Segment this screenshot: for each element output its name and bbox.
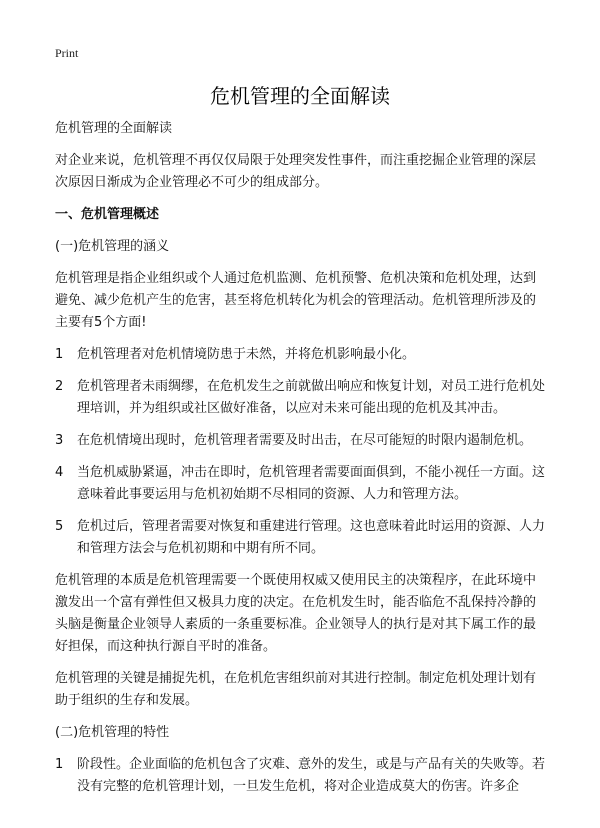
list-text: 危机过后，管理者需要对恢复和重建进行管理。这也意味着此时运用的资源、人力和管理方法会与危机初期和中期有所不同。: [77, 519, 546, 556]
list-number: 4: [55, 465, 64, 480]
list-number: 3: [55, 433, 64, 448]
list-number: 1: [55, 347, 64, 362]
subtitle: 危机管理的全面解读: [55, 121, 173, 136]
list-text: 阶段性。企业面临的危机包含了灾难、意外的发生，或是与产品有关的失败等。若没有完整的危机管理计划，一旦发生危机，将对企业造成莫大的伤害。许多企: [77, 757, 546, 794]
subsection-heading: (二)危机管理的特性: [55, 725, 170, 740]
list-number: 2: [55, 379, 64, 394]
list-item: [55, 754, 547, 798]
list-text: 当危机威胁紧逼，冲击在即时，危机管理者需要面面俱到，不能小视任一方面。这意味着此事要运用与危机初始期不尽相同的资源、人力和管理方法。: [77, 465, 546, 502]
print-link[interactable]: Print: [55, 46, 79, 60]
key-paragraph: 危机管理的关键是捕捉先机，在危机危害组织前对其进行控制。制定危机处理计划有助于组织的生存和发展。: [55, 671, 537, 708]
list-item: [55, 516, 547, 560]
list-number: 5: [55, 519, 64, 534]
intro-paragraph: 对企业来说，危机管理不再仅仅局限于处理突发性事件，而注重挖掘企业管理的深层次原因日渐成为企业管理必不可少的组成部分。: [55, 153, 537, 190]
definition-paragraph: 危机管理是指企业组织或个人通过危机监测、危机预警、危机决策和危机处理，达到避免、减少危机产生的危害，甚至将危机转化为机会的管理活动。危机管理所涉及的主要有5个方面!: [55, 271, 537, 330]
essence-paragraph: 危机管理的本质是危机管理需要一个既使用权威又使用民主的决策程序，在此环境中激发出一个富有弹性但又极具力度的决定。在危机发生时，能否临危不乱保持冷静的头脑是衡量企业领导人素质的一条重要标准。企业领导人的执行是对其下属工作的最好担保，而这种执行源自平时的准备。: [55, 573, 537, 654]
page-title: 危机管理的全面解读: [210, 84, 390, 108]
list-text: 危机管理者未雨绸缪，在危机发生之前就做出响应和恢复计划，对员工进行危机处理培训，并为组织或社区做好准备，以应对未来可能出现的危机及其冲击。: [77, 379, 546, 416]
list-item: [55, 344, 547, 366]
subsection-heading: (一)危机管理的涵义: [55, 239, 170, 254]
list-text: 危机管理者对危机情境防患于未然，并将危机影响最小化。: [77, 347, 416, 362]
list-item: [55, 430, 547, 452]
list-item: [55, 376, 547, 420]
list-number: 1: [55, 757, 64, 772]
list-item: [55, 462, 547, 506]
article-body: [55, 118, 547, 808]
list-text: 在危机情境出现时，危机管理者需要及时出击，在尽可能短的时限内遏制危机。: [77, 433, 533, 448]
section-heading: 一、危机管理概述: [55, 207, 160, 222]
